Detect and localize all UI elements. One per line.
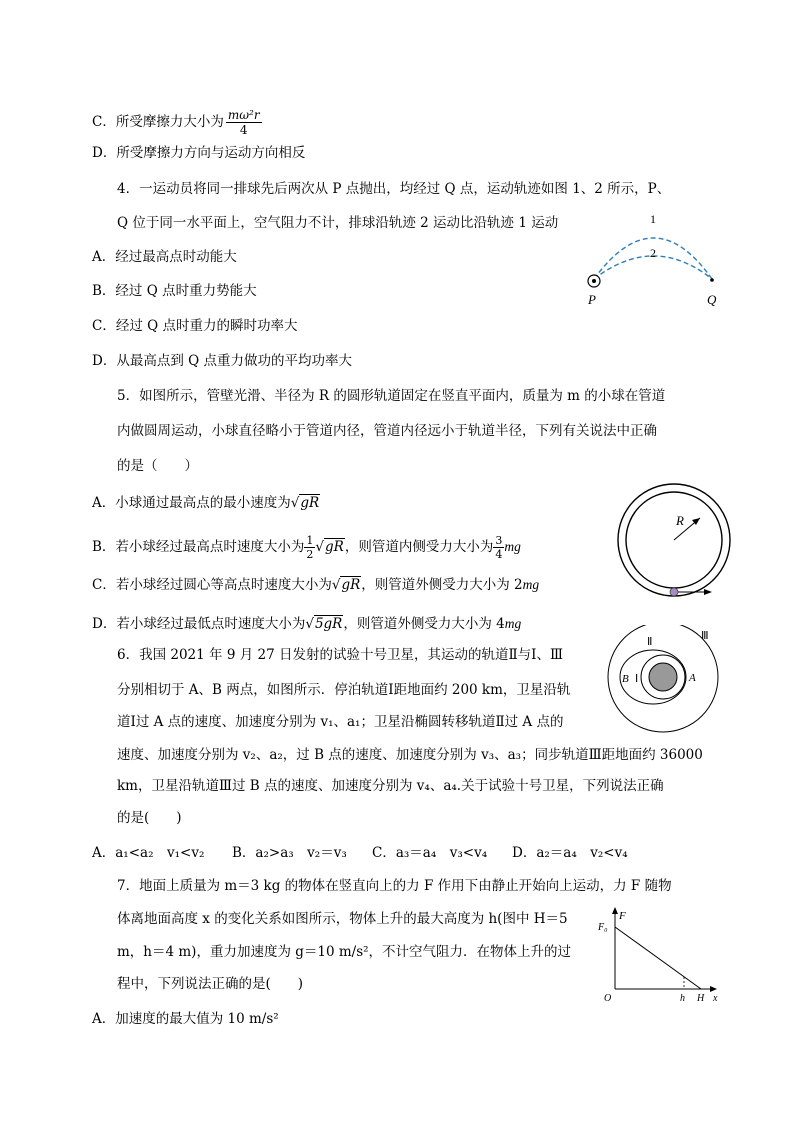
q4-trajectory-figure xyxy=(580,205,730,315)
label-ii: Ⅱ xyxy=(647,636,653,648)
q5-option-c: C．若小球经过圆心等高点时速度大小为√gR，则管道外侧受力大小为 2mg xyxy=(92,577,540,593)
q6-option-b: B．a₂>a₃ v₂＝v₃ xyxy=(232,845,347,861)
sqrt: √gR xyxy=(315,539,344,555)
q6-option-c: C．a₃＝a₄ v₃<v₄ xyxy=(372,845,488,861)
q7-stem-line1: 7．地面上质量为 m＝3 kg 的物体在竖直向上的力 F 作用下由静止开始向上运动，力 F 随物 xyxy=(117,878,672,894)
label-f0: F₀ xyxy=(598,922,608,933)
label-h: h xyxy=(680,993,685,1004)
label-f: F xyxy=(619,910,626,922)
label-1: 1 xyxy=(650,212,656,226)
q7-stem-line2: 体离地面高度 x 的变化关系如图所示，物体上升的最大高度为 h(图中 H＝5 xyxy=(117,911,568,927)
label-2: 2 xyxy=(650,246,656,260)
q5-option-d: D．若小球经过最低点时速度大小为√5gR，则管道外侧受力大小为 4mg xyxy=(92,616,522,632)
q4-stem-line1: 4．一运动员将同一排球先后两次从 P 点抛出，均经过 Q 点，运动轨迹如图 1、2 所示，P、 xyxy=(117,181,671,197)
label-i: Ⅰ xyxy=(635,673,639,685)
label-iii: Ⅲ xyxy=(701,630,709,642)
q7-stem-line4: 程中，下列说法正确的是( ) xyxy=(117,976,304,992)
q7-stem-line3: m，h＝4 m)，重力加速度为 g＝10 m/s²，不计空气阻力．在物体上升的过 xyxy=(117,944,572,960)
q6-stem-line6: 的是( ) xyxy=(117,810,182,826)
force-line xyxy=(615,927,701,989)
q6-stem-line4: 速度、加速度分别为 v₂、a₂，过 B 点的速度、加速度分别为 v₃、a₃；同步轨道Ⅲ距地面约 36000 xyxy=(117,747,703,763)
q4-stem-line2: Q 位于同一水平面上，空气阻力不计，排球沿轨迹 2 运动比沿轨迹 1 运动 xyxy=(117,215,559,231)
q3-option-c: C．所受摩擦力大小为 $\frac{\text{mω²r}}{4}$ xyxy=(92,108,260,137)
q7-force-height-graph xyxy=(595,905,730,1005)
q4-option-a: A．经过最高点时动能大 xyxy=(92,249,237,265)
fraction: $\frac{\text{mω²r}}{4}$ xyxy=(227,108,260,137)
q5-circular-track-figure xyxy=(612,480,737,605)
sqrt: √gR xyxy=(290,495,320,511)
earth xyxy=(649,663,677,691)
q5-stem-line1: 5．如图所示，管壁光滑、半径为 R 的圆形轨道固定在竖直平面内，质量为 m 的小球在管道 xyxy=(117,388,666,404)
q5-option-a: A．小球通过最高点的最小速度为√gR xyxy=(92,495,320,511)
label-x: x xyxy=(713,993,718,1004)
q4-option-b: B．经过 Q 点时重力势能大 xyxy=(92,283,257,299)
label-q: Q xyxy=(707,292,717,307)
q5-option-b: B．若小球经过最高点时速度大小为 $\frac{1}{2}$ √gR，则管道内侧受力大小为 $\frac{3}{4}$ mg xyxy=(92,534,521,561)
point-q-marker xyxy=(710,278,714,282)
ball xyxy=(670,588,678,596)
q6-stem-line1: 6．我国 2021 年 9 月 27 日发射的试验十号卫星，其运动的轨道Ⅱ与Ⅰ、Ⅲ xyxy=(117,647,563,663)
q4-option-d: D．从最高点到 Q 点重力做功的平均功率大 xyxy=(92,353,352,369)
q5-stem-line3: 的是（ ） xyxy=(117,458,198,474)
q4-option-c: C．经过 Q 点时重力的瞬时功率大 xyxy=(92,318,298,334)
label-p: P xyxy=(588,292,596,307)
sqrt: √gR xyxy=(331,577,361,593)
label-big-h: H xyxy=(697,993,705,1004)
q7-option-a: A．加速度的最大值为 10 m/s² xyxy=(92,1011,279,1027)
q6-stem-line5: km，卫星沿轨道Ⅲ过 B 点的速度、加速度分别为 v₄、a₄.关于试验十号卫星，下列说法正确 xyxy=(117,778,664,794)
label-o: O xyxy=(604,993,612,1004)
fraction: $\frac{3}{4}$ xyxy=(495,534,503,561)
sqrt: √5gR xyxy=(305,616,343,632)
q6-option-a: A．a₁<a₂ v₁<v₂ xyxy=(92,845,205,861)
q6-stem-line2: 分别相切于 A、B 两点，如图所示．停泊轨道Ⅰ距地面约 200 km，卫星沿轨 xyxy=(117,682,571,698)
q6-orbit-figure xyxy=(605,625,725,735)
label-b: B xyxy=(622,673,629,685)
label-r: R xyxy=(676,513,684,528)
label-a: A xyxy=(689,672,696,684)
q3-option-d: D．所受摩擦力方向与运动方向相反 xyxy=(92,145,306,161)
q5-stem-line2: 内做圆周运动，小球直径略小于管道内径，管道内径远小于轨道半径，下列有关说法中正确 xyxy=(117,423,657,439)
q6-option-d: D．a₂＝a₄ v₂<v₄ xyxy=(512,845,628,861)
fraction: $\frac{1}{2}$ xyxy=(306,534,314,561)
q6-stem-line3: 道Ⅰ过 A 点的速度、加速度分别为 v₁、a₁；卫星沿椭圆转移轨道Ⅱ过 A 点的 xyxy=(117,714,564,730)
